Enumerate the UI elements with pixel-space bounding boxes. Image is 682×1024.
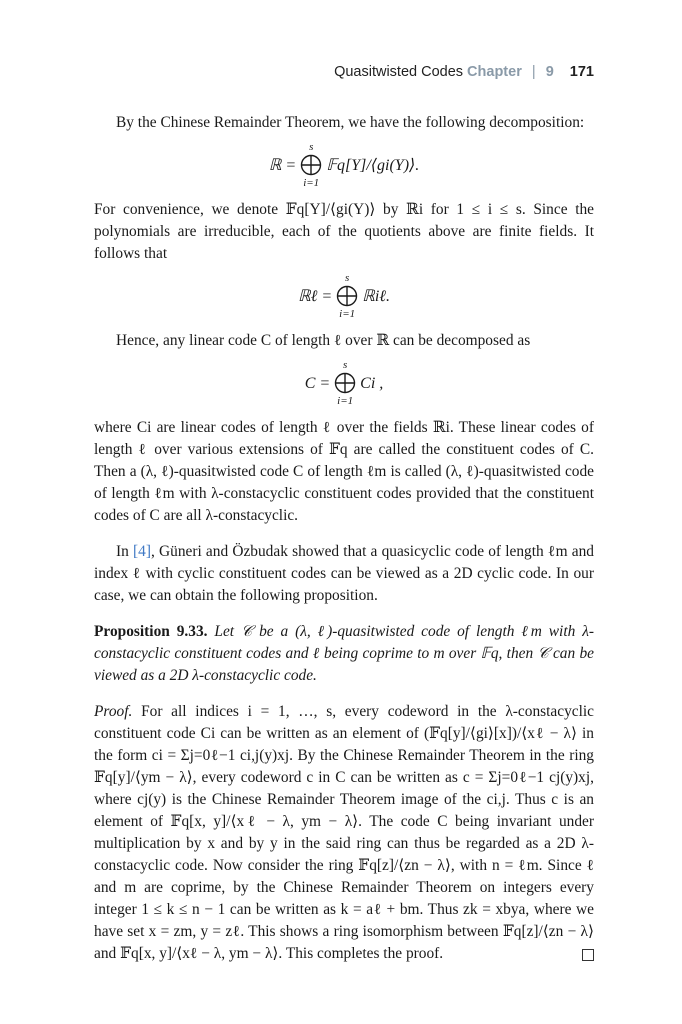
- equation-2-lhs: ℝℓ =: [298, 287, 333, 305]
- direct-sum-3-upper: s: [343, 359, 348, 371]
- proof-text: For all indices i = 1, …, s, every codeword in the λ-constacyclic constituent code Ci can be written as an element of (𝔽q[y]/⟨gi⟩[x])/⟨xℓ − λ⟩ in the form ci = Σj=0ℓ−1 ci,j(y)xj. By the Chinese Remainder Theorem in the ring 𝔽q[y]/⟨ym − λ⟩, every codeword c in C can be written as c = Σj=0ℓ−1 cj(y)xj, where cj(y) is the Chinese Remainder Theorem image of the ci,j. Thus c is an element of 𝔽q[x, y]/⟨xℓ − λ, ym − λ⟩. The code C being invariant under multiplication by x and by y in the said ring can thus be regarded as a 2D λ-constacyclic code. Now consider the ring 𝔽q[z]/⟨zn − λ⟩, with n = ℓm. Since ℓ and m are coprime, by the Chinese Remainder Theorem on integers every integer 1 ≤ k ≤ n − 1 can be written as k = aℓ + bm. Thus zk = xbya, where we have set x = zm, y = zℓ. This shows a ring isomorphism between 𝔽q[z]/⟨zn − λ⟩ and 𝔽q[x, y]/⟨xℓ − λ, ym − λ⟩. This completes the proof.: [94, 703, 594, 962]
- direct-sum-1: [300, 142, 322, 189]
- citation-link[interactable]: [4]: [133, 543, 151, 560]
- proposition-label: Proposition 9.33.: [94, 623, 208, 640]
- chapter-number: 9: [545, 64, 554, 80]
- equation-3-lhs: C =: [304, 374, 331, 392]
- running-title: Quasitwisted Codes: [334, 64, 464, 80]
- equation-1-rhs: 𝔽q[Y]/⟨gi(Y)⟩.: [326, 156, 420, 174]
- direct-sum-2: [336, 273, 358, 320]
- direct-sum-1-upper: s: [309, 141, 314, 153]
- equation-2-rhs: ℝiℓ.: [362, 287, 390, 305]
- proposition: [94, 621, 594, 687]
- equation-1: [94, 142, 594, 189]
- proof: [94, 701, 594, 965]
- proposition-text: Let 𝒞 be a (λ, ℓ)-quasitwisted code of length ℓm with λ-constacyclic constituent codes and ℓ being coprime to m over 𝔽q, then 𝒞 can be viewed as a 2D λ-constacyclic code.: [94, 623, 594, 684]
- proof-label: Proof.: [94, 703, 133, 720]
- oplus-icon: [300, 154, 322, 176]
- equation-1-lhs: ℝ =: [268, 156, 297, 174]
- equation-3: [94, 360, 594, 407]
- oplus-icon: [334, 372, 356, 394]
- direct-sum-1-lower: i=1: [303, 177, 320, 189]
- equation-2: [94, 273, 594, 320]
- paragraph-5-rest: , Güneri and Özbudak showed that a quasicyclic code of length ℓm and index ℓ with cyclic constituent codes can be viewed as a 2D cyclic code. In our case, we can obtain the following proposition.: [94, 543, 594, 604]
- paragraph-3: Hence, any linear code C of length ℓ over ℝ can be decomposed as: [116, 332, 531, 349]
- oplus-icon: [336, 285, 358, 307]
- paragraph-4: where Ci are linear codes of length ℓ over the fields ℝi. These linear codes of length ℓ over various extensions of 𝔽q are called the constituent codes of C. Then a (λ, ℓ)-quasitwisted code C of length ℓm is called (λ, ℓ)-quasitwisted code of length ℓm with λ-constacyclic constituent codes provided that the constituent codes of C are all λ-constacyclic.: [94, 419, 594, 524]
- chapter-label: Chapter: [467, 64, 522, 80]
- direct-sum-3: [334, 360, 356, 407]
- paragraph-1: By the Chinese Remainder Theorem, we have the following decomposition:: [116, 114, 585, 131]
- direct-sum-2-lower: i=1: [339, 308, 356, 320]
- paragraph-5: [94, 541, 594, 607]
- paragraph-2: For convenience, we denote 𝔽q[Y]/⟨gi(Y)⟩ by ℝi for 1 ≤ i ≤ s. Since the polynomials are irreducible, each of the quotients above are finite fields. It follows that: [94, 201, 594, 262]
- equation-3-rhs: Ci ,: [360, 374, 384, 392]
- running-header: [334, 64, 594, 80]
- paragraph-5-lead: In: [116, 543, 134, 560]
- body-text: [94, 112, 594, 965]
- qed-square-icon: [582, 949, 594, 961]
- page-number: 171: [569, 64, 594, 80]
- direct-sum-2-upper: s: [345, 272, 350, 284]
- header-separator: |: [531, 64, 536, 80]
- direct-sum-3-lower: i=1: [337, 395, 354, 407]
